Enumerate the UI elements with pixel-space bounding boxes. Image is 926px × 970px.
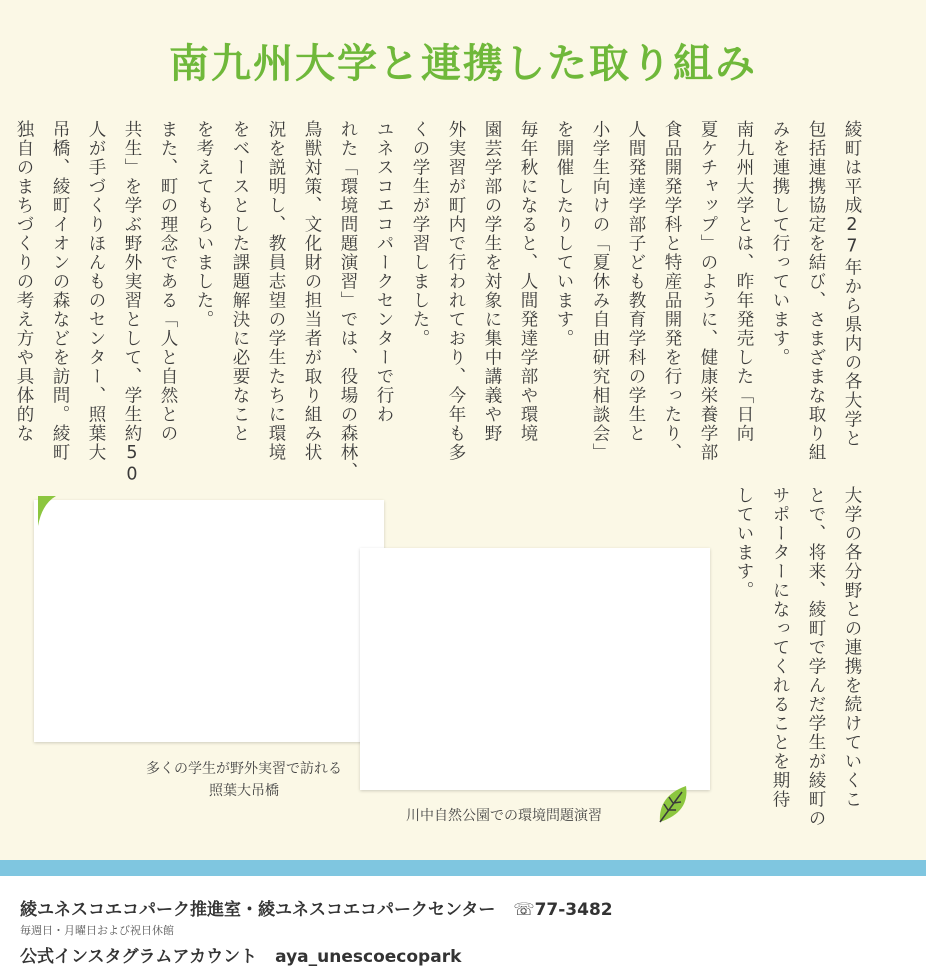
footer-instagram: [20, 942, 461, 967]
body-line: 鳥獣対策、文化財の担当者が取り組み状: [302, 120, 322, 462]
body-line: しています。: [734, 486, 754, 600]
body-line: 共生」を学ぶ野外実習として、学生約50: [122, 120, 142, 486]
footer-office: [20, 895, 613, 920]
caption-line: 多くの学生が野外実習で訪れる: [146, 761, 342, 777]
photo-caption-bridge: [34, 758, 454, 802]
leaf-corner-icon: [36, 494, 58, 528]
body-line: 小学生向けの「夏休み自由研究相談会」: [590, 120, 610, 462]
body-line: [0, 120, 6, 480]
body-line: くの学生が学習しました。: [410, 120, 430, 348]
phone-number: ☏77-3482: [513, 900, 613, 920]
body-line: を考えてもらいました。: [194, 120, 214, 329]
article-body-closing: [726, 486, 870, 846]
body-line: 人が手づくりほんものセンター、照葉大: [86, 120, 106, 462]
instagram-label: 公式インスタグラムアカウント: [20, 947, 258, 967]
article-body-main: [0, 120, 870, 486]
body-line: 食品開発学科と特産品開発を行ったり、: [662, 120, 682, 462]
article-title: 南九州大学と連携した取り組み: [169, 41, 757, 87]
photo-suspension-bridge: [34, 500, 384, 742]
leaf-icon: [656, 782, 692, 826]
body-line: 外実習が町内で行われており、今年も多: [446, 120, 466, 462]
body-line: とで、将来、綾町で学んだ学生が綾町の: [806, 486, 826, 828]
photo-environment-seminar: [360, 548, 710, 790]
body-line: サポーターになってくれることを期待: [770, 486, 790, 809]
footer-hours: 毎週日・月曜日および祝日休館: [20, 924, 174, 937]
footer-divider: [0, 860, 926, 876]
body-line: みを連携して行っています。: [770, 120, 790, 367]
body-line: をベースとした課題解決に必要なこと: [230, 120, 250, 443]
body-line: 大学の各分野との連携を続けていくこ: [842, 486, 862, 809]
body-line: 人間発達学部子ども教育学科の学生と: [626, 120, 646, 443]
instagram-handle: aya_unescoecopark: [275, 947, 462, 967]
photo-caption-seminar: 川中自然公園での環境問題演習: [406, 808, 602, 824]
body-line: 南九州大学とは、昨年発売した「日向: [734, 120, 754, 443]
body-line: 綾町は平成27年から県内の各大学と: [842, 120, 862, 448]
caption-line: 照葉大吊橋: [209, 783, 279, 799]
body-line: 独自のまちづくりの考え方や具体的な: [14, 120, 34, 443]
body-line: 園芸学部の学生を対象に集中講義や野: [482, 120, 502, 443]
body-line: ユネスコエコパークセンターで行わ: [374, 120, 394, 424]
body-line: また、町の理念である「人と自然との: [158, 120, 178, 443]
body-line: れた「環境問題演習」では、役場の森林、: [338, 120, 358, 481]
body-line: 吊橋、綾町イオンの森などを訪問。綾町: [50, 120, 70, 462]
body-line: 夏ケチャップ」のように、健康栄養学部: [698, 120, 718, 462]
body-line: を開催したりしています。: [554, 120, 574, 348]
office-name: 綾ユネスコエコパーク推進室・綾ユネスコエコパークセンター: [20, 900, 496, 920]
body-line: 況を説明し、教員志望の学生たちに環境: [266, 120, 286, 462]
body-line: 毎年秋になると、人間発達学部や環境: [518, 120, 538, 443]
body-line: 包括連携協定を結び、さまざまな取り組: [806, 120, 826, 462]
